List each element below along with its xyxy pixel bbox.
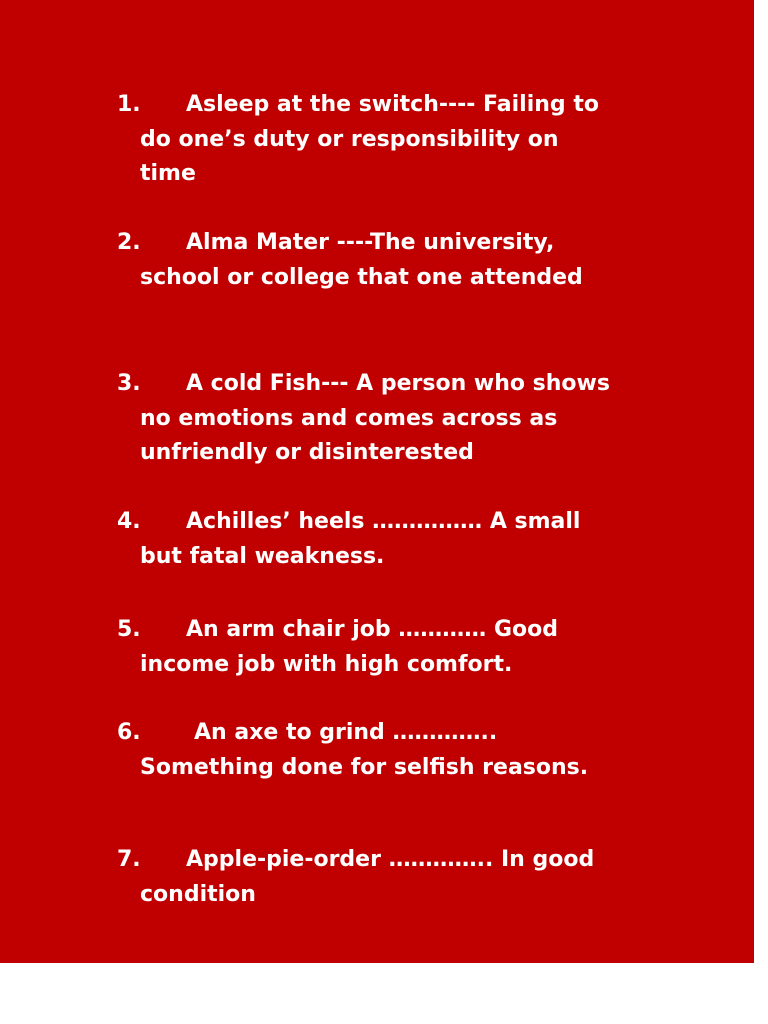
- idiom-continuation-line: income job with high comfort.: [140, 651, 513, 677]
- item-number: 5.: [117, 617, 141, 642]
- idiom-continuation-line: school or college that one attended: [140, 264, 583, 290]
- item-number: 7.: [117, 847, 141, 872]
- item-number: 3.: [117, 371, 141, 396]
- idiom-item-2: [117, 226, 687, 295]
- idiom-continuation-line: time: [140, 161, 196, 186]
- idiom-item-7: [117, 843, 687, 912]
- idiom-item-6: [117, 716, 687, 785]
- idiom-continuation-line: do one’s duty or responsibility on: [140, 126, 559, 152]
- idiom-text: A cold Fish--- A person who shows: [186, 371, 610, 396]
- idiom-continuation-line: but fatal weakness.: [140, 543, 385, 569]
- idiom-first-line: [117, 505, 687, 540]
- idiom-item-5: [117, 613, 687, 682]
- idiom-text: Achilles’ heels …………… A small: [186, 509, 581, 534]
- idiom-continuation-line: unfriendly or disinterested: [140, 440, 474, 465]
- page-bottom-margin: [0, 963, 768, 1024]
- idiom-continuation-line: condition: [140, 881, 256, 907]
- idiom-first-line: [117, 367, 687, 402]
- idiom-text: An arm chair job ………… Good: [186, 617, 558, 642]
- item-number: 1.: [117, 92, 141, 117]
- idiom-item-4: [117, 505, 687, 574]
- idiom-continuation-line: no emotions and comes across as: [140, 405, 558, 431]
- idiom-continuation-line: Something done for selfish reasons.: [140, 754, 589, 780]
- idiom-text: Asleep at the switch---- Failing to: [186, 92, 599, 117]
- idiom-text: Apple-pie-order ………….. In good: [186, 847, 595, 872]
- idiom-text: Alma Mater ----The university,: [186, 230, 555, 255]
- item-number: 6.: [117, 720, 141, 745]
- idiom-text: An axe to grind …………..: [194, 720, 498, 745]
- idiom-first-line: [117, 716, 687, 751]
- idiom-item-1: [117, 88, 687, 192]
- idiom-first-line: [117, 613, 687, 648]
- idiom-first-line: [117, 843, 687, 878]
- item-number: 2.: [117, 230, 141, 255]
- idiom-first-line: [117, 88, 687, 123]
- idiom-item-3: [117, 367, 687, 471]
- idiom-first-line: [117, 226, 687, 261]
- item-number: 4.: [117, 509, 141, 534]
